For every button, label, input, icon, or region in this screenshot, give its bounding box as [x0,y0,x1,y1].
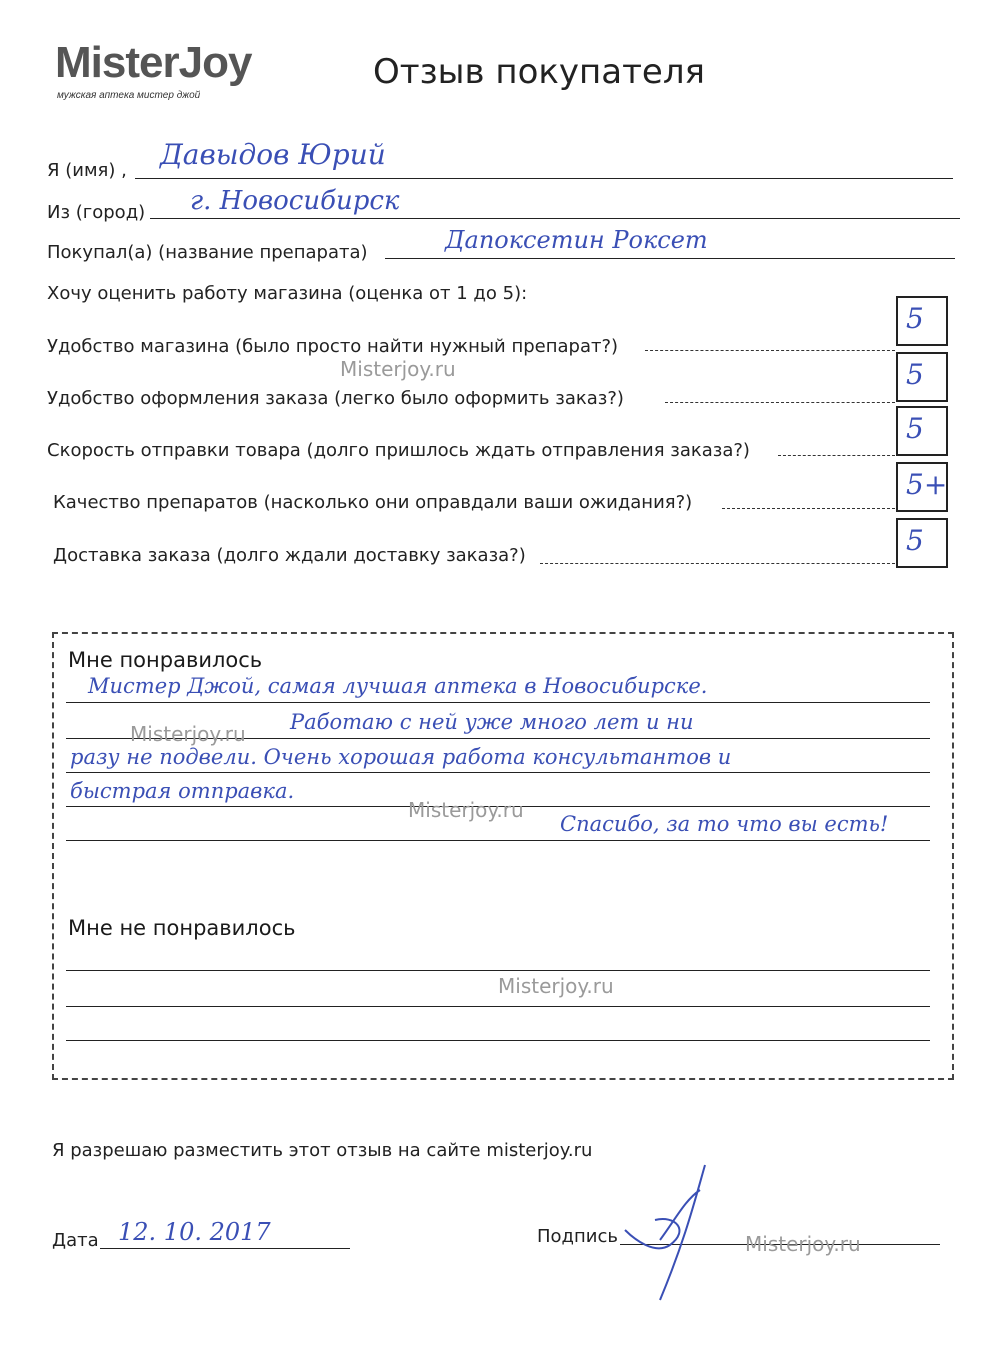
rating-dots-1 [645,350,895,351]
disliked-rule [66,970,930,971]
rating-dots-5 [540,563,895,564]
liked-text-line: разу не подвели. Очень хорошая работа консультантов и [70,745,732,769]
name-underline [135,178,953,179]
rating-intro: Хочу оценить работу магазина (оценка от 1 до 5): [47,283,528,304]
product-label: Покупал(а) (название препарата) [47,242,368,263]
watermark: Misterjoy.ru [130,722,246,746]
score-box-3 [896,406,948,456]
product-value: Дапоксетин Роксет [445,226,708,254]
name-label: Я (имя) , [47,160,127,181]
page-title: Отзыв покупателя [373,52,705,92]
watermark: Misterjoy.ru [498,974,614,998]
disliked-heading: Мне не понравилось [68,916,296,940]
liked-text-line: Работаю с ней уже много лет и ни [290,710,694,734]
rating-dots-3 [778,455,895,456]
rating-label-4: Качество препаратов (насколько они оправдали ваши ожидания?) [53,492,693,513]
date-label: Дата [52,1230,99,1251]
logo-tagline: мужская аптека мистер джой [57,90,201,101]
score-box-5 [896,518,948,568]
score-value-2: 5 [906,358,924,391]
liked-rule [66,772,930,773]
liked-rule [66,840,930,841]
watermark: Misterjoy.ru [745,1232,861,1256]
score-box-1 [896,296,948,346]
score-value-3: 5 [906,412,924,445]
liked-heading: Мне понравилось [68,648,263,672]
rating-label-5: Доставка заказа (долго ждали доставку заказа?) [53,545,526,566]
rating-label-3: Скорость отправки товара (долго пришлось ждать отправления заказа?) [47,440,750,461]
logo: MisterJoy [55,38,252,87]
watermark: Misterjoy.ru [408,798,524,822]
score-value-1: 5 [906,302,924,335]
liked-text-line: Мистер Джой, самая лучшая аптека в Новосибирске. [88,674,708,698]
score-value-5: 5 [906,524,924,557]
signature-label: Подпись [537,1226,618,1247]
rating-dots-2 [665,402,895,403]
disliked-rule [66,1006,930,1007]
city-underline [150,218,960,219]
liked-text-line: быстрая отправка. [70,779,295,803]
disliked-rule [66,1040,930,1041]
score-box-2 [896,352,948,402]
score-value-4: 5+ [906,468,948,501]
rating-label-1: Удобство магазина (было просто найти нужный препарат?) [47,336,619,357]
city-value: г. Новосибирск [190,186,400,216]
watermark: Misterjoy.ru [340,357,456,381]
name-value: Давыдов Юрий [160,138,386,171]
date-value: 12. 10. 2017 [118,1218,271,1246]
rating-dots-4 [722,508,895,509]
consent-text: Я разрешаю разместить этот отзыв на сайте misterjoy.ru [52,1140,593,1161]
liked-text-line: Спасибо, за то что вы есть! [560,812,889,836]
liked-rule [66,702,930,703]
score-box-4 [896,462,948,512]
comments-frame [52,632,954,1080]
date-underline [100,1248,350,1249]
signature-scribble [615,1160,725,1305]
city-label: Из (город) [47,202,146,223]
rating-label-2: Удобство оформления заказа (легко было оформить заказ?) [47,388,624,409]
product-underline [385,258,955,259]
